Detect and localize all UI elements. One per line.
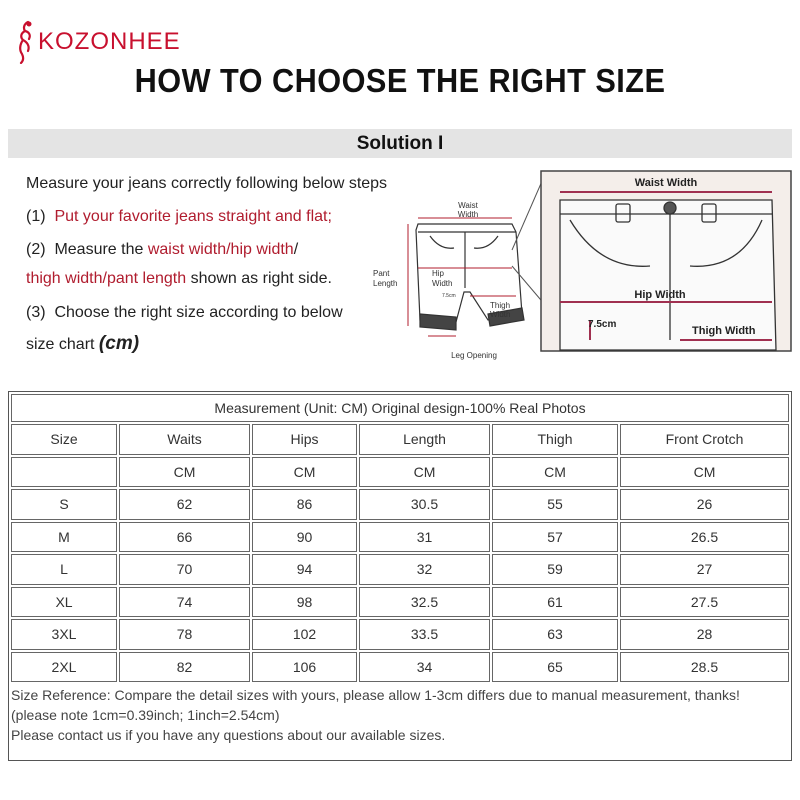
diagram-hip-label: Hip	[432, 269, 445, 278]
hips-cell: 94	[252, 554, 357, 585]
length-cell: 32	[359, 554, 490, 585]
table-row	[11, 652, 789, 683]
table-row	[11, 522, 789, 553]
zoom-thigh-width-label: Thigh Width	[692, 325, 756, 337]
header-front-crotch: Front Crotch	[620, 424, 789, 455]
diagram-pant-label: Pant	[373, 269, 390, 278]
diagram-7-5cm-label: 7.5cm	[442, 293, 456, 299]
front-crotch-cell: 26	[620, 489, 789, 520]
unit-cell: CM	[119, 457, 250, 488]
hips-cell: 98	[252, 587, 357, 618]
brand-logo	[14, 20, 224, 64]
solution-heading: Solution I	[8, 129, 792, 158]
step-1	[26, 207, 332, 227]
length-cell: 30.5	[359, 489, 490, 520]
length-cell: 32.5	[359, 587, 490, 618]
front-crotch-cell: 28.5	[620, 652, 789, 683]
diagram-thigh-width-label: Width	[490, 310, 511, 319]
table-caption: Measurement (Unit: CM) Original design-100% Real Photos	[11, 394, 789, 422]
zoom-7-5cm-label: 7.5cm	[588, 319, 617, 330]
step-3-text-2: size chart	[26, 336, 99, 353]
waits-cell: 82	[119, 652, 250, 683]
front-crotch-cell: 26.5	[620, 522, 789, 553]
table-row	[11, 619, 789, 650]
header-waits: Waits	[119, 424, 250, 455]
header-thigh: Thigh	[492, 424, 618, 455]
step-2-text-d: thigh width/pant length	[26, 270, 187, 287]
header-length: Length	[359, 424, 490, 455]
step-3-line-1	[26, 303, 343, 323]
length-cell: 31	[359, 522, 490, 553]
step-2-line-2	[26, 269, 332, 289]
diagram-hip-width-label: Width	[432, 279, 453, 288]
unit-cell: CM	[492, 457, 618, 488]
diagram-length-label: Length	[373, 279, 398, 288]
size-reference-note: Size Reference: Compare the detail sizes with yours, please allow 1-3cm differs due to manual measurement, thanks!	[11, 687, 740, 703]
caption-row	[11, 394, 789, 422]
size-cell: 3XL	[11, 619, 117, 650]
step-3-unit: (cm)	[98, 333, 140, 354]
hips-cell: 86	[252, 489, 357, 520]
diagram-leg-opening-label: Leg Opening	[451, 351, 497, 360]
step-1-text: Put your favorite jeans straight and flat;	[54, 208, 332, 225]
step-2-text-c: /	[293, 241, 299, 258]
thigh-cell: 55	[492, 489, 618, 520]
waits-cell: 78	[119, 619, 250, 650]
hips-cell: 102	[252, 619, 357, 650]
zoom-waist-width-label: Waist Width	[634, 177, 698, 189]
figure-silhouette-icon	[14, 20, 38, 64]
front-crotch-cell: 27	[620, 554, 789, 585]
brand-name: KOZONHEE	[38, 28, 181, 55]
zoom-hip-width-label: Hip Width	[634, 289, 686, 301]
size-cell: S	[11, 489, 117, 520]
waits-cell: 70	[119, 554, 250, 585]
step-2-text-a: Measure the	[54, 241, 148, 258]
waist-hip-zoom-diagram	[540, 170, 792, 370]
hips-cell: 106	[252, 652, 357, 683]
waits-cell: 66	[119, 522, 250, 553]
header-row	[11, 424, 789, 455]
conversion-note: (please note 1cm=0.39inch; 1inch=2.54cm)	[11, 707, 280, 723]
size-table	[9, 392, 791, 684]
contact-note: Please contact us if you have any questions about our available sizes.	[11, 727, 446, 743]
page-title: HOW TO CHOOSE THE RIGHT SIZE	[134, 62, 666, 99]
header-size: Size	[11, 424, 117, 455]
size-chart	[8, 391, 792, 761]
step-2-text-e: shown as right side.	[186, 270, 332, 287]
thigh-cell: 65	[492, 652, 618, 683]
table-row	[11, 587, 789, 618]
unit-cell: CM	[620, 457, 789, 488]
diagram-thigh-label: Thigh	[490, 301, 511, 310]
hips-cell: 90	[252, 522, 357, 553]
waits-cell: 62	[119, 489, 250, 520]
size-cell: 2XL	[11, 652, 117, 683]
step-2-text-b: waist width/hip width	[147, 241, 294, 258]
thigh-cell: 61	[492, 587, 618, 618]
step-3-text: Choose the right size according to below	[54, 304, 343, 321]
front-crotch-cell: 28	[620, 619, 789, 650]
steps-intro: Measure your jeans correctly following below steps	[26, 175, 388, 192]
waits-cell: 74	[119, 587, 250, 618]
front-crotch-cell: 27.5	[620, 587, 789, 618]
table-row	[11, 554, 789, 585]
size-cell: M	[11, 522, 117, 553]
size-cell: L	[11, 554, 117, 585]
step-2-number: (2)	[26, 241, 46, 258]
step-3-line-2	[26, 334, 139, 355]
step-1-number: (1)	[26, 208, 46, 225]
size-notes	[9, 684, 791, 746]
table-row	[11, 489, 789, 520]
step-3-number: (3)	[26, 304, 46, 321]
size-cell: XL	[11, 587, 117, 618]
unit-cell: CM	[359, 457, 490, 488]
thigh-cell: 57	[492, 522, 618, 553]
length-cell: 33.5	[359, 619, 490, 650]
step-2-line-1	[26, 240, 298, 260]
unit-cell	[11, 457, 117, 488]
length-cell: 34	[359, 652, 490, 683]
diagram-waist-label: Waist	[458, 201, 478, 210]
header-hips: Hips	[252, 424, 357, 455]
thigh-cell: 63	[492, 619, 618, 650]
diagram-waist-width-label: Width	[457, 210, 479, 219]
unit-cell: CM	[252, 457, 357, 488]
thigh-cell: 59	[492, 554, 618, 585]
units-row	[11, 457, 789, 488]
